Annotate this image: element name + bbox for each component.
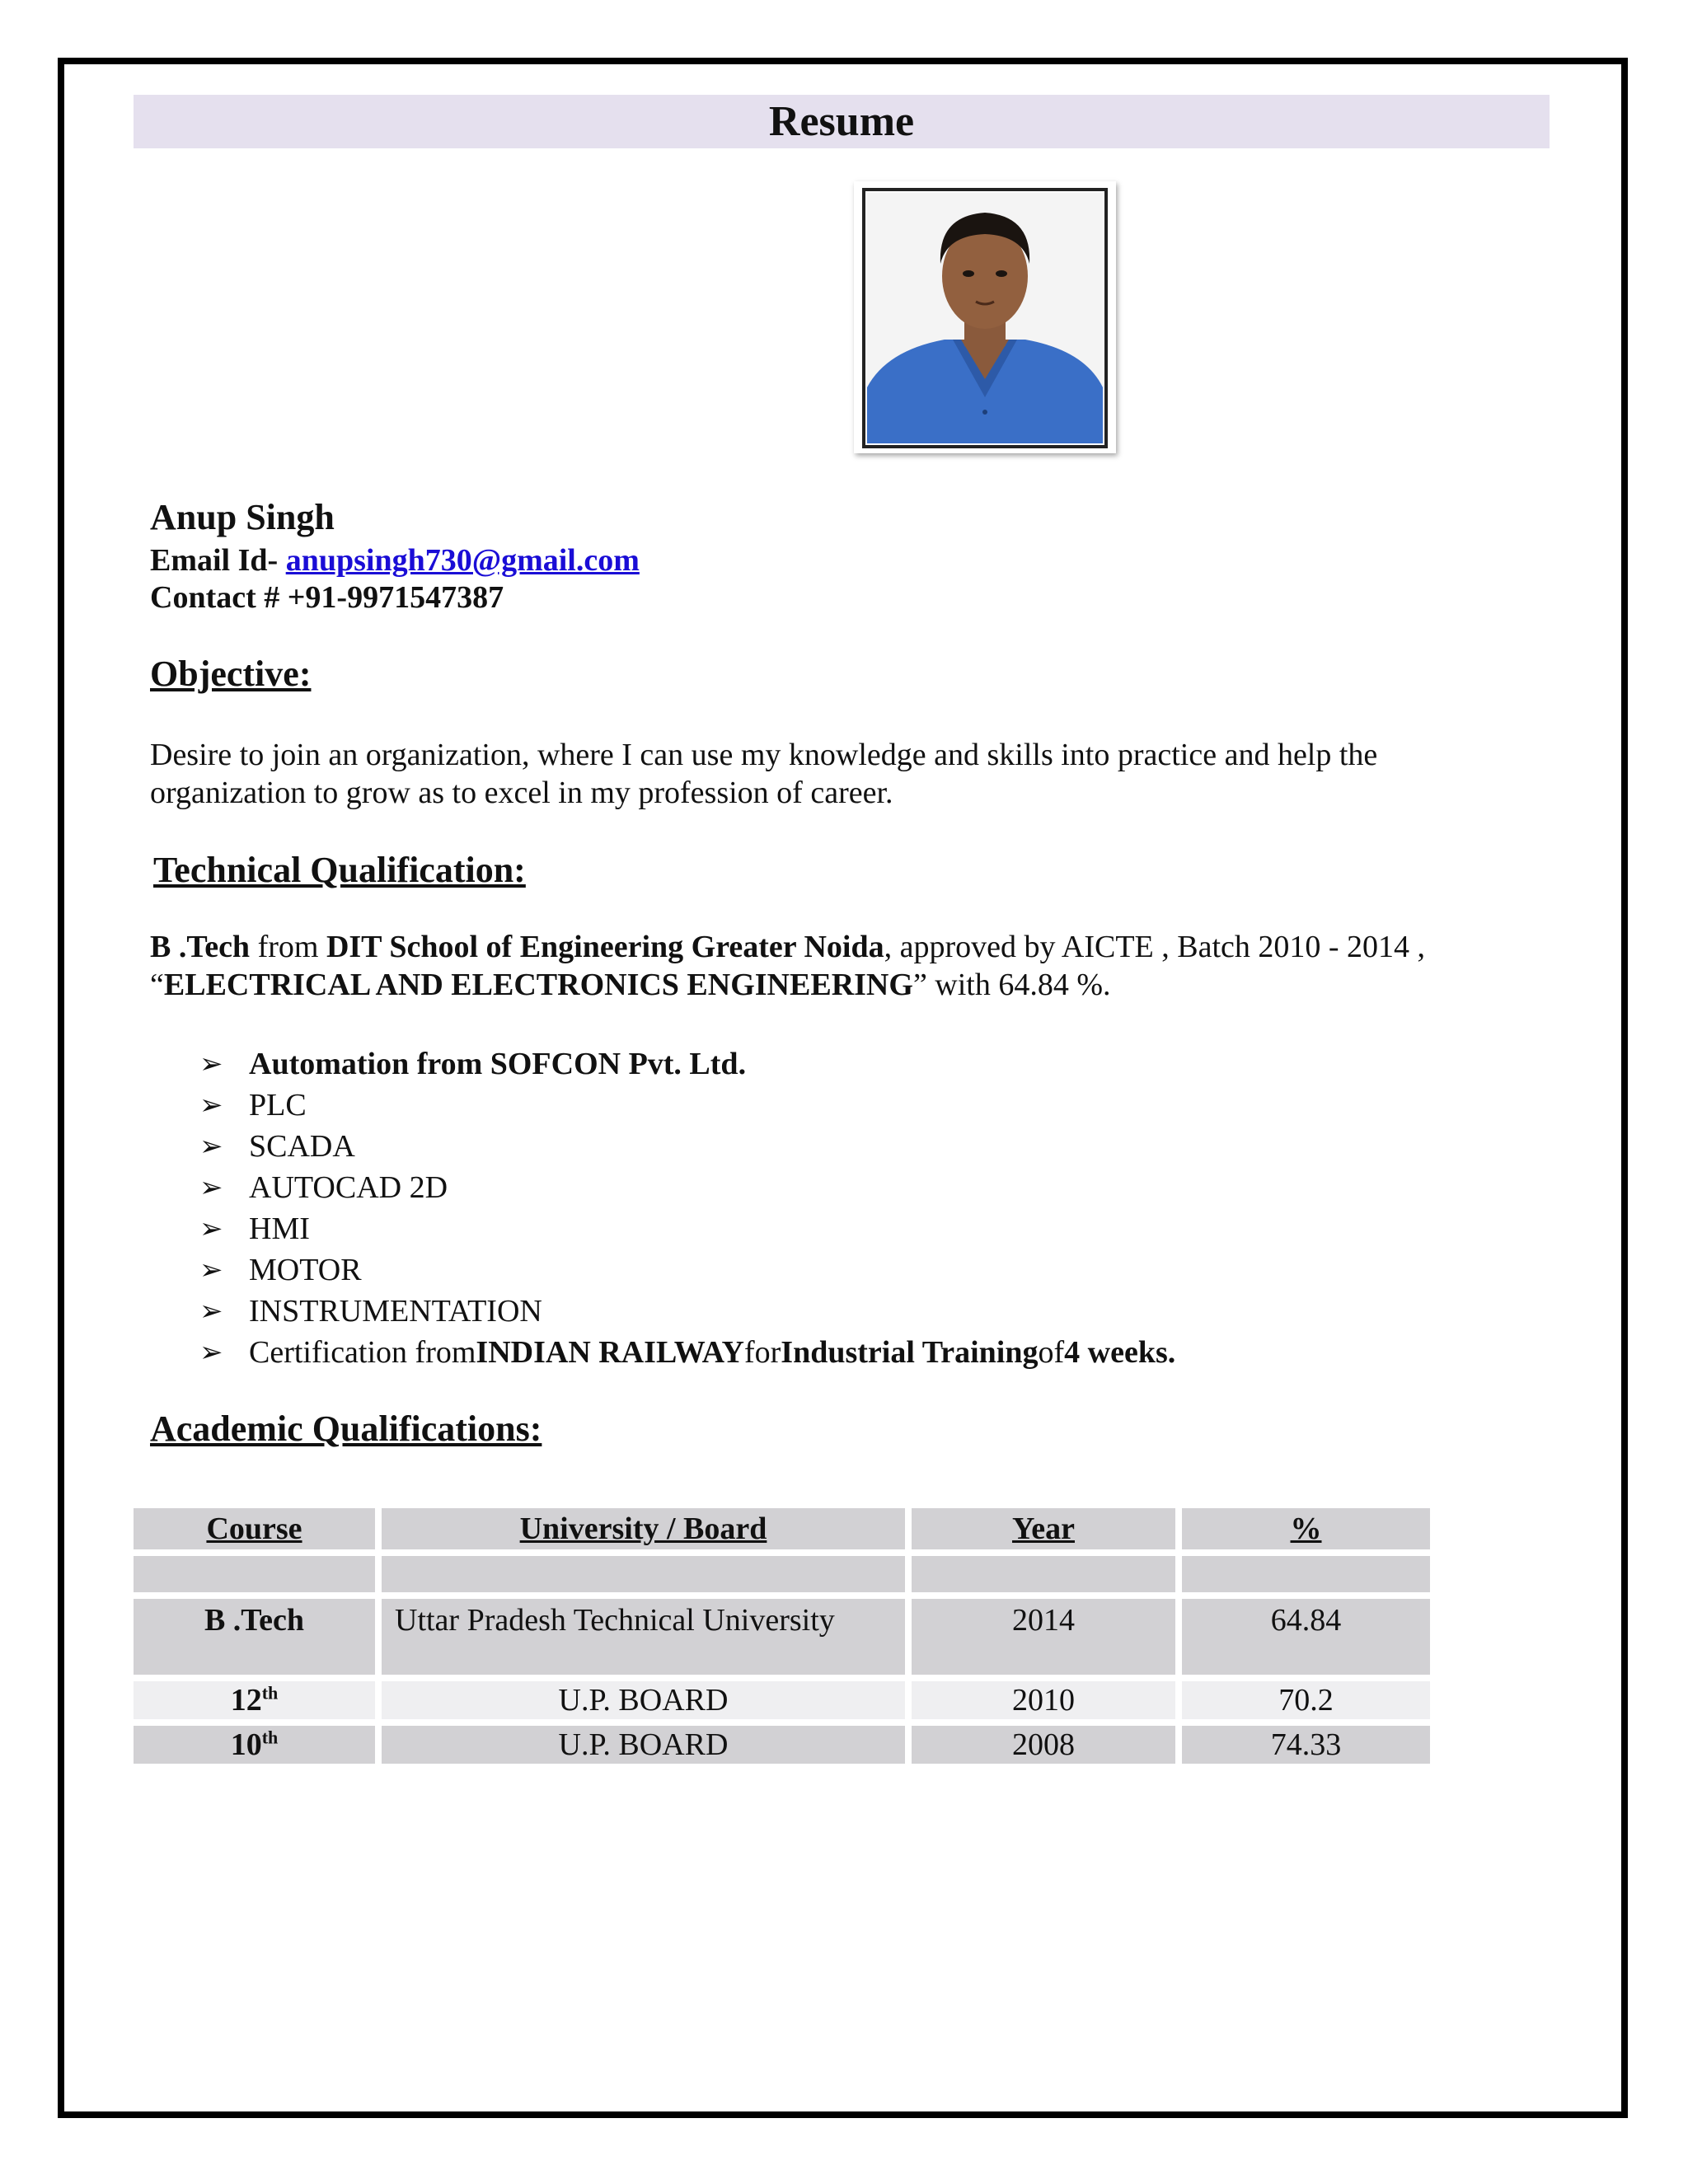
list-item-text: INSTRUMENTATION [249, 1294, 542, 1329]
list-item [199, 1332, 1175, 1373]
score-text: ” with 64.84 %. [912, 968, 1111, 1002]
academic-heading: Academic Qualifications: [150, 1408, 542, 1449]
cert-training: Industrial Training [781, 1335, 1039, 1370]
course-number: 12 [230, 1683, 262, 1718]
column-header-course: Course [134, 1508, 375, 1549]
contact-label: Contact # [150, 580, 288, 615]
table-cell [912, 1556, 1175, 1592]
email-label: Email Id- [150, 543, 286, 578]
arrow-bullet-icon: ➢ [199, 1254, 223, 1286]
quote-open: “ [150, 968, 164, 1002]
list-item-text: Automation from SOFCON Pvt. Ltd. [249, 1047, 747, 1081]
table-cell [134, 1556, 375, 1592]
email-line [150, 542, 640, 579]
contact-line [150, 579, 504, 616]
contact-number: +91-9971547387 [287, 580, 504, 615]
email-link[interactable]: anupsingh730@gmail.com [285, 543, 640, 578]
list-item-text: SCADA [249, 1129, 355, 1164]
column-header-board: University / Board [382, 1508, 905, 1549]
arrow-bullet-icon: ➢ [199, 1336, 223, 1369]
year-cell: 2010 [912, 1681, 1175, 1719]
candidate-name: Anup Singh [150, 497, 335, 537]
percent-cell: 64.84 [1182, 1599, 1430, 1675]
list-item [199, 1043, 1175, 1085]
list-item [199, 1291, 1175, 1332]
list-item [199, 1208, 1175, 1249]
column-header-percent: % [1182, 1508, 1430, 1549]
course-suffix: th [261, 1727, 279, 1748]
course-number: 10 [230, 1727, 262, 1762]
technical-heading: Technical Qualification: [153, 850, 526, 890]
list-item [199, 1126, 1175, 1167]
skills-list [199, 1043, 1175, 1373]
arrow-bullet-icon: ➢ [199, 1089, 223, 1122]
college-name: DIT School of Engineering Greater Noida [326, 930, 884, 964]
arrow-bullet-icon: ➢ [199, 1212, 223, 1245]
list-item-text: AUTOCAD 2D [249, 1170, 448, 1205]
course-cell [134, 1681, 375, 1719]
list-item-text: PLC [249, 1088, 307, 1122]
arrow-bullet-icon: ➢ [199, 1047, 223, 1080]
table-cell [1182, 1556, 1430, 1592]
table-header-row [134, 1508, 1430, 1549]
table-row [134, 1599, 1430, 1675]
cert-mid: for [743, 1335, 781, 1370]
cert-org: INDIAN RAILWAY [476, 1335, 744, 1370]
percent-cell: 70.2 [1182, 1681, 1430, 1719]
table-cell [382, 1556, 905, 1592]
board-cell: Uttar Pradesh Technical University [382, 1599, 905, 1675]
board-cell: U.P. BOARD [382, 1726, 905, 1764]
table-row-empty [134, 1556, 1430, 1592]
arrow-bullet-icon: ➢ [199, 1295, 223, 1328]
arrow-bullet-icon: ➢ [199, 1130, 223, 1163]
resume-title: Resume [134, 95, 1550, 148]
table-row [134, 1726, 1430, 1764]
course-suffix: th [261, 1682, 279, 1704]
cert-prefix: Certification from [249, 1335, 476, 1370]
degree-from: from [250, 930, 326, 964]
course-cell [134, 1726, 375, 1764]
objective-text-line-1: Desire to join an organization, where I can use my knowledge and skills into practice and help the [150, 738, 1378, 772]
objective-heading: Objective: [150, 654, 312, 694]
list-item-text: MOTOR [249, 1253, 362, 1287]
year-cell: 2008 [912, 1726, 1175, 1764]
list-item-text: HMI [249, 1212, 310, 1246]
board-cell: U.P. BOARD [382, 1681, 905, 1719]
cert-duration: 4 weeks. [1064, 1335, 1176, 1370]
degree-name: B .Tech [150, 930, 251, 964]
arrow-bullet-icon: ➢ [199, 1171, 223, 1204]
column-header-year: Year [912, 1508, 1175, 1549]
course-cell: B .Tech [134, 1599, 375, 1675]
table-row [134, 1681, 1430, 1719]
branch-line [150, 966, 1111, 1004]
list-item [199, 1249, 1175, 1291]
approval-text: , approved by AICTE , Batch 2010 - 2014 , [884, 930, 1426, 964]
profile-photo [854, 181, 1116, 453]
year-cell: 2014 [912, 1599, 1175, 1675]
objective-text-line-2: organization to grow as to excel in my profession of career. [150, 776, 893, 810]
cert-of: of [1038, 1335, 1065, 1370]
list-item [199, 1167, 1175, 1208]
list-item [199, 1085, 1175, 1126]
branch-name: ELECTRICAL AND ELECTRONICS ENGINEERING [163, 968, 913, 1002]
degree-line [150, 928, 1425, 966]
percent-cell: 74.33 [1182, 1726, 1430, 1764]
